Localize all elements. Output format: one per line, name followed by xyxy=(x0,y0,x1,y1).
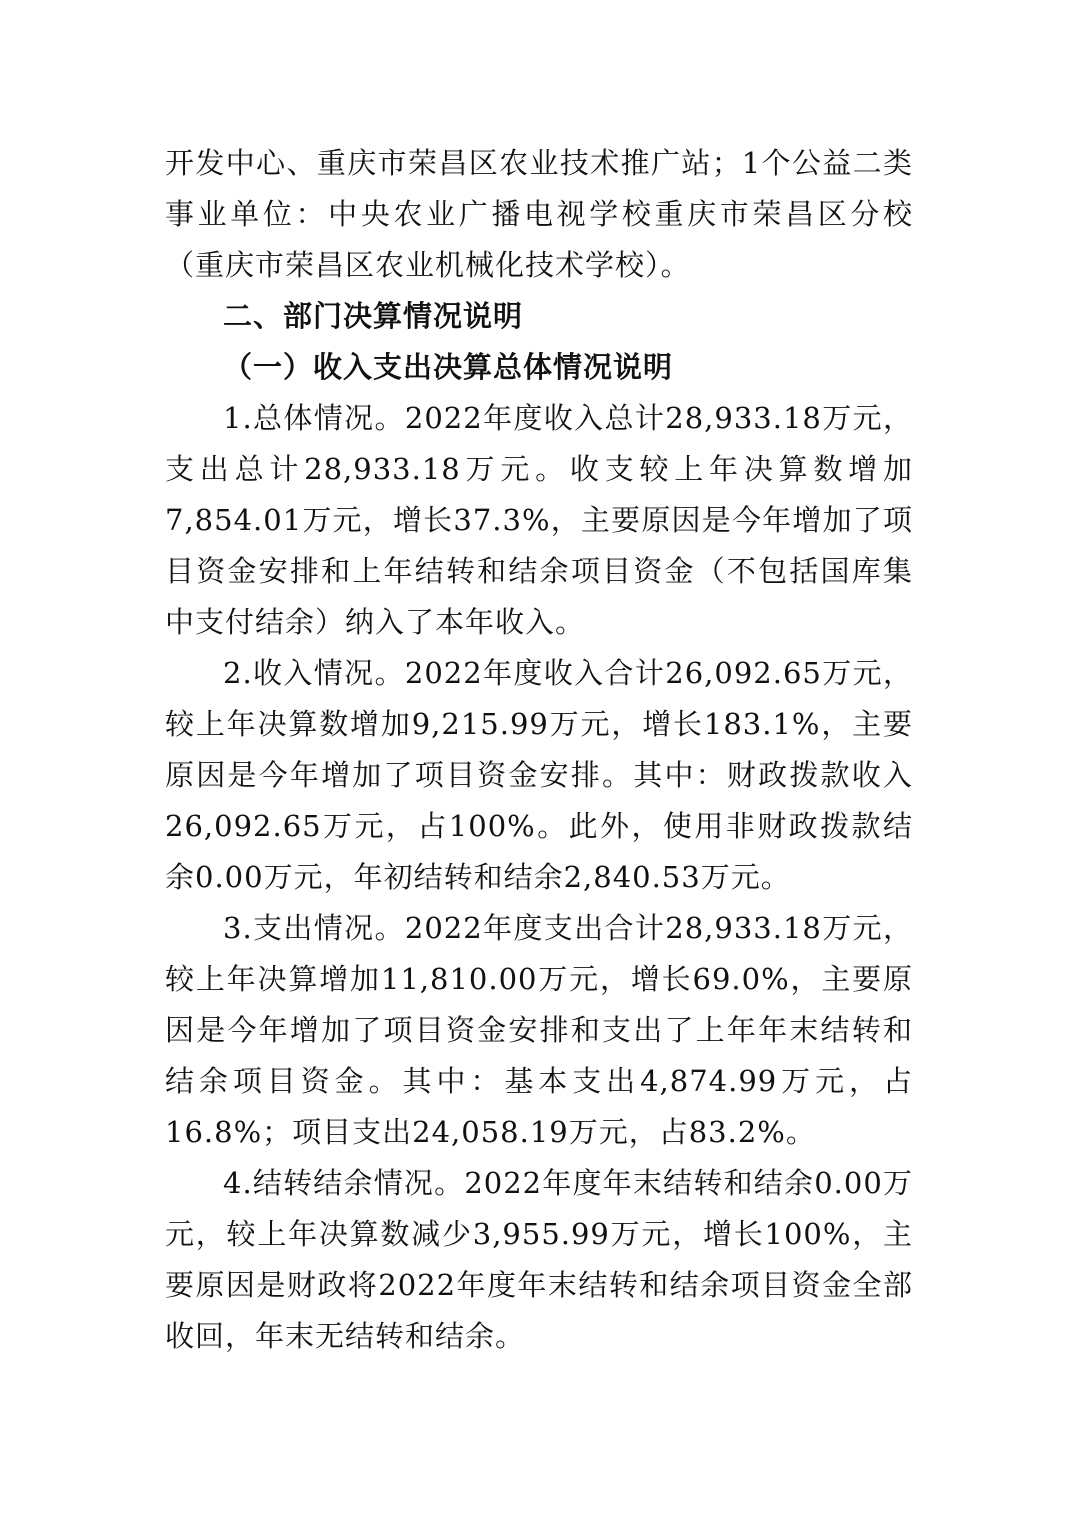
document-body xyxy=(165,138,913,1362)
paragraph-income: 2.收入情况。2022年度收入合计26,092.65万元，较上年决算数增加9,215.99万元，增长183.1%，主要原因是今年增加了项目资金安排。其中：财政拨款收入26,092.65万元，占100%。此外，使用非财政拨款结余0.00万元，年初结转和结余2,840.53万元。 xyxy=(165,656,913,894)
section-heading: 二、部门决算情况说明 xyxy=(223,299,524,333)
paragraph-overall: 1.总体情况。2022年度收入总计28,933.18万元，支出总计28,933.18万元。收支较上年决算数增加7,854.01万元，增长37.3%，主要原因是今年增加了项目资金安排和上年结转和结余项目资金（不包括国库集中支付结余）纳入了本年收入。 xyxy=(165,401,913,639)
paragraph-carryover: 4.结转结余情况。2022年度年末结转和结余0.00万元，较上年决算数减少3,955.99万元，增长100%，主要原因是财政将2022年度年末结转和结余项目资金全部收回，年末无结转和结余。 xyxy=(165,1166,913,1353)
subsection-heading: （一）收入支出决算总体情况说明 xyxy=(223,350,674,384)
intro-paragraph: 开发中心、重庆市荣昌区农业技术推广站；1个公益二类事业单位：中央农业广播电视学校重庆市荣昌区分校（重庆市荣昌区农业机械化技术学校）。 xyxy=(165,146,913,282)
paragraph-expenditure: 3.支出情况。2022年度支出合计28,933.18万元，较上年决算增加11,810.00万元，增长69.0%，主要原因是今年增加了项目资金安排和支出了上年年末结转和结余项目资金。其中：基本支出4,874.99万元，占16.8%；项目支出24,058.19万元，占83.2%。 xyxy=(165,911,913,1149)
